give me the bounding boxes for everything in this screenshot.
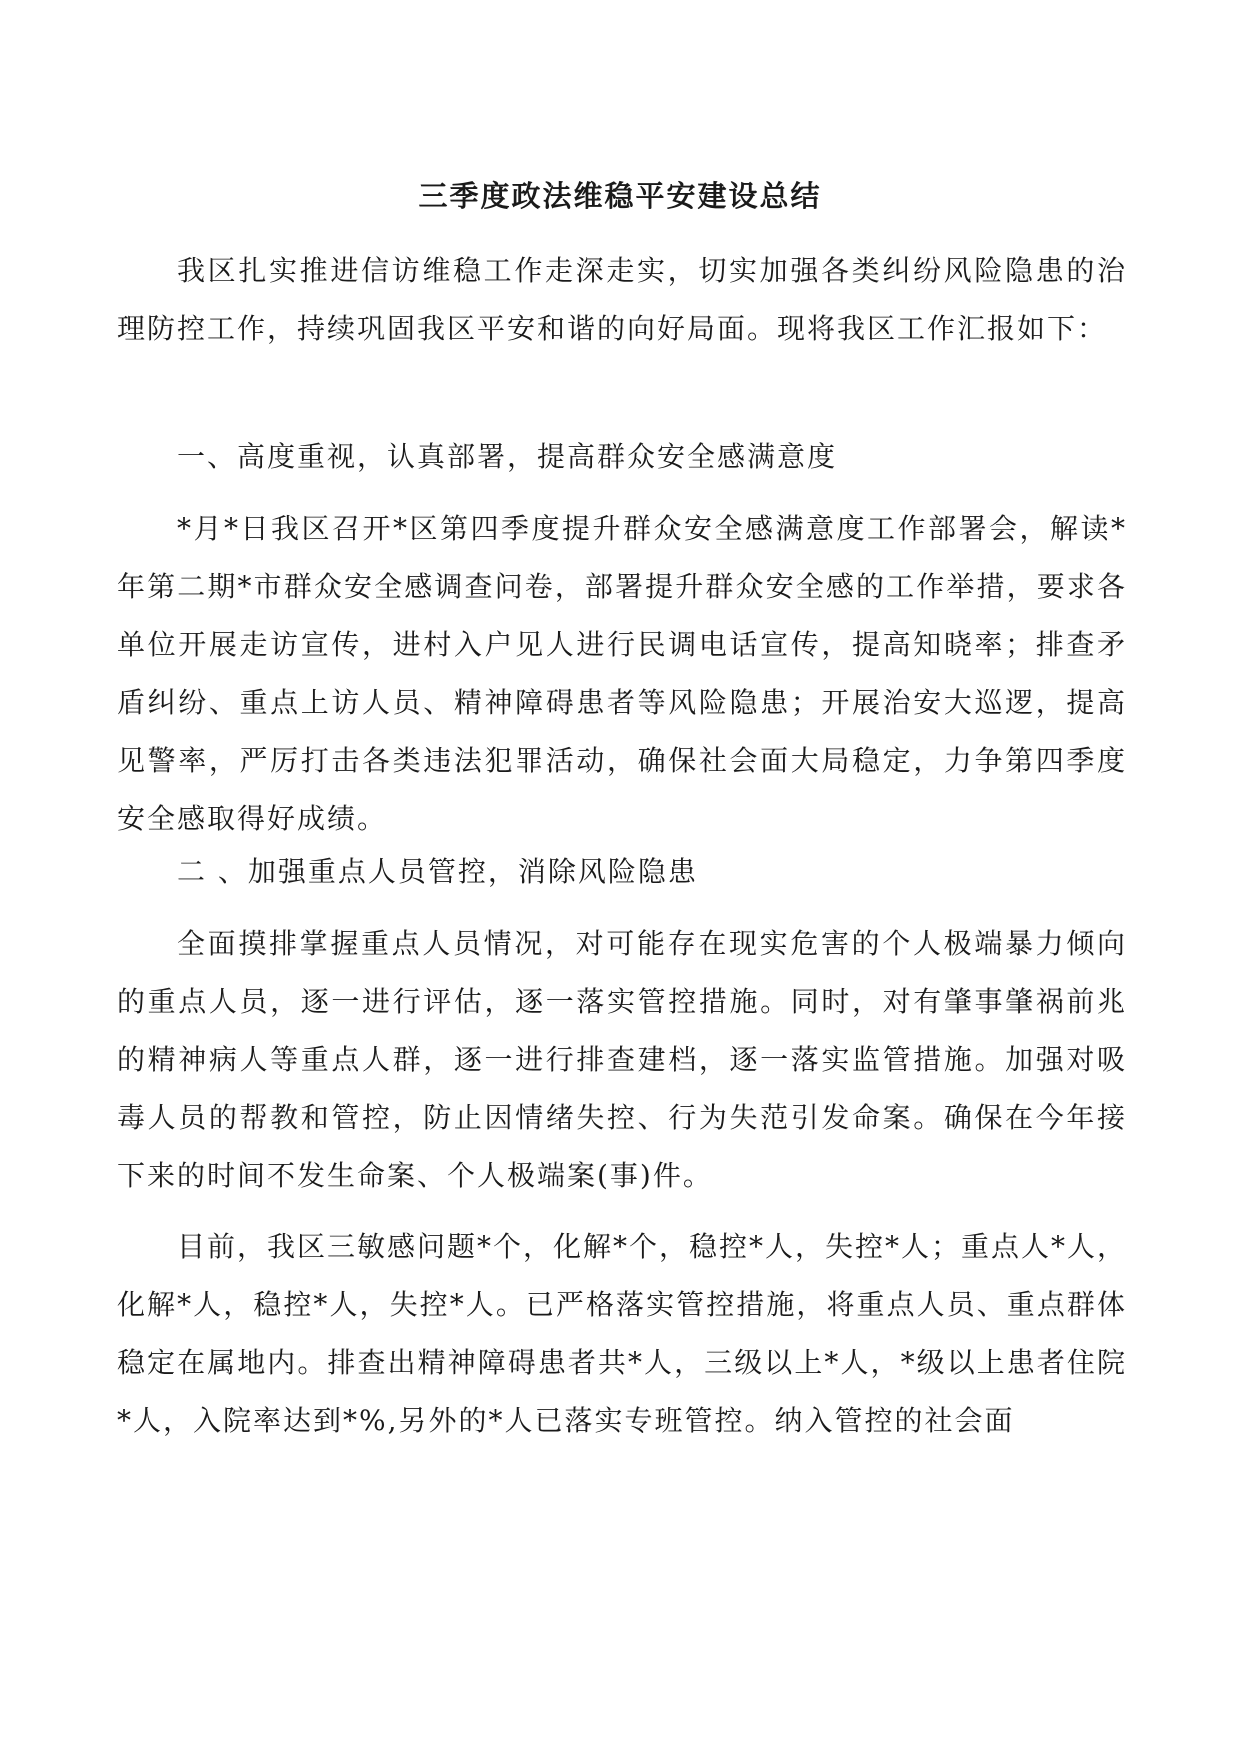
section-two-paragraph-status: 目前，我区三敏感问题*个，化解*个，稳控*人，失控*人；重点人*人，化解*人，稳控*人，失控*人。已严格落实管控措施，将重点人员、重点群体稳定在属地内。排查出精神障碍患者共*人，三级以上*人，*级以上患者住院*人，入院率达到*%,另外的*人已落实专班管控。纳入管控的社会面 [117,1230,1128,1437]
document-title: 三季度政法维稳平安建设总结 [418,179,822,213]
section-one-heading: 一、高度重视，认真部署，提高群众安全感满意度 [177,440,838,473]
intro-paragraph: 我区扎实推进信访维稳工作走深走实，切实加强各类纠纷风险隐患的治理防控工作，持续巩固我区平安和谐的向好局面。现将我区工作汇报如下： [117,254,1127,345]
section-two-heading: 二 、加强重点人员管控，消除风险隐患 [177,855,698,888]
section-two-paragraph: 全面摸排掌握重点人员情况，对可能存在现实危害的个人极端暴力倾向的重点人员，逐一进行评估，逐一落实管控措施。同时，对有肇事肇祸前兆的精神病人等重点人群，逐一进行排查建档，逐一落实监管措施。加强对吸毒人员的帮教和管控，防止因情绪失控、行为失范引发命案。确保在今年接下来的时间不发生命案、个人极端案(事)件。 [117,927,1127,1192]
section-one-paragraph: *月*日我区召开*区第四季度提升群众安全感满意度工作部署会，解读*年第二期*市群众安全感调查问卷，部署提升群众安全感的工作举措，要求各单位开展走访宣传，进村入户见人进行民调电话宣传，提高知晓率；排查矛盾纠纷、重点上访人员、精神障碍患者等风险隐患；开展治安大巡逻，提高见警率，严厉打击各类违法犯罪活动，确保社会面大局稳定，力争第四季度安全感取得好成绩。 [117,512,1127,835]
